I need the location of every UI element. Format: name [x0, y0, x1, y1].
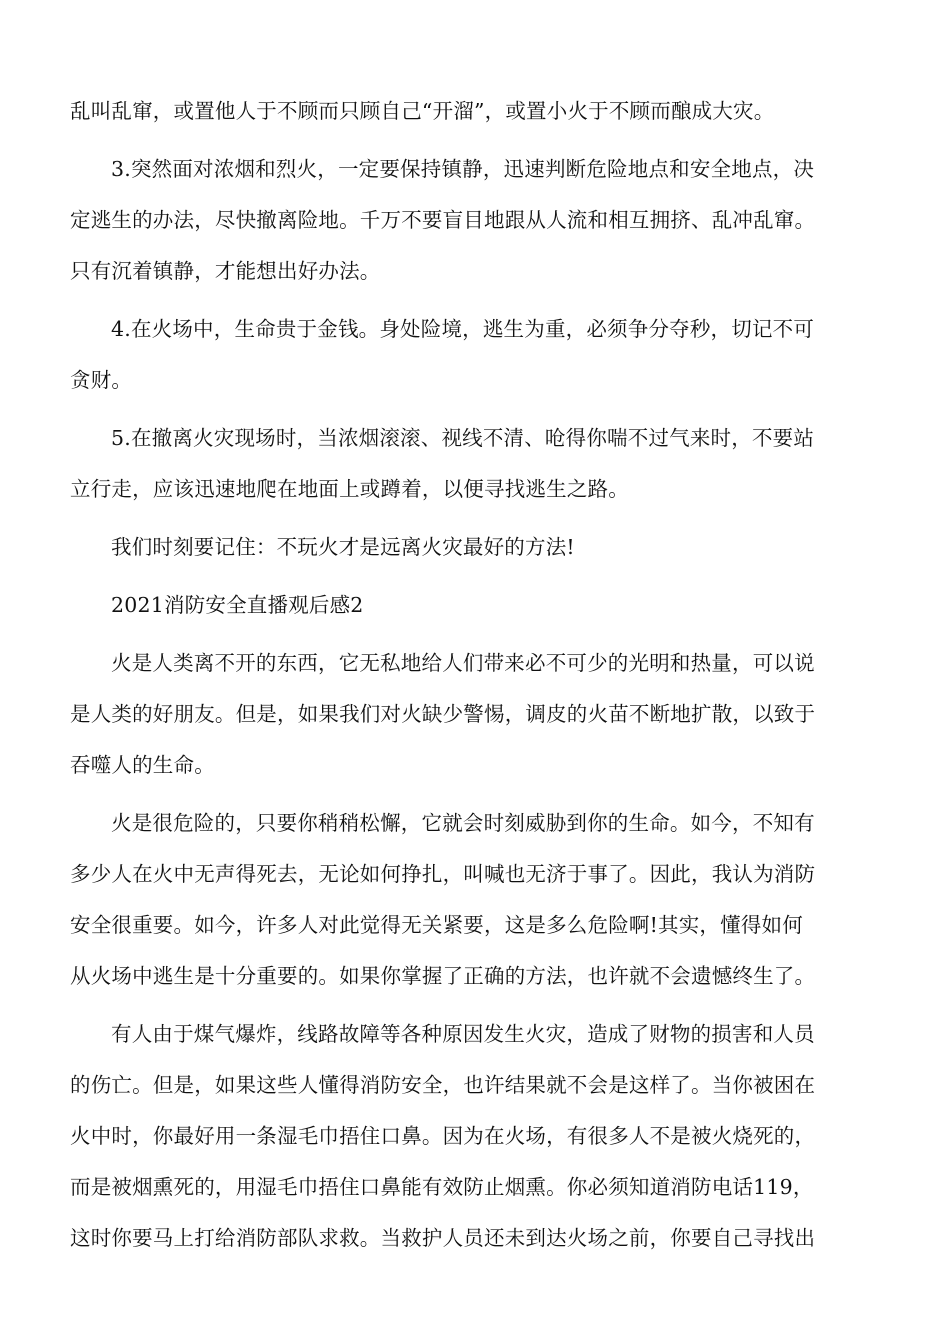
- paragraph-reminder: [70, 522, 882, 573]
- paragraph-item-4: [70, 304, 882, 406]
- text-line: 有人由于煤气爆炸，线路故障等各种原因发生火灾，造成了财物的损害和人员: [111, 1022, 815, 1046]
- text-line: 而是被烟熏死的，用湿毛巾捂住口鼻能有效防止烟熏。你必须知道消防电话119，: [70, 1175, 814, 1199]
- text-line: 吞噬人的生命。: [70, 753, 215, 777]
- text-line: 这时你要马上打给消防部队求救。当救护人员还未到达火场之前，你要自己寻找出: [70, 1226, 816, 1250]
- text-line: 的伤亡。但是，如果这些人懂得消防安全，也许结果就不会是这样了。当你被困在: [70, 1073, 816, 1097]
- text-line: 火中时，你最好用一条湿毛巾捂住口鼻。因为在火场，有很多人不是被火烧死的，: [70, 1124, 816, 1148]
- text-line: 只有沉着镇静，才能想出好办法。: [70, 259, 381, 283]
- paragraph-fire-friend: [70, 638, 882, 791]
- text-line: 定逃生的办法，尽快撤离险地。千万不要盲目地跟从人流和相互拥挤、乱冲乱窜。: [70, 208, 816, 232]
- text-line: 5.在撤离火灾现场时，当浓烟滚滚、视线不清、呛得你喘不过气来时，不要站: [111, 426, 815, 450]
- paragraph-item-3: [70, 144, 882, 297]
- text-line: 乱叫乱窜，或置他人于不顾而只顾自己“开溜”，或置小火于不顾而酿成大灾。: [70, 99, 775, 123]
- text-line: 我们时刻要记住：不玩火才是远离火灾最好的方法!: [111, 535, 575, 559]
- paragraph-fire-danger: [70, 798, 882, 1002]
- section-heading: [70, 580, 882, 631]
- text-line: 火是人类离不开的东西，它无私地给人们带来必不可少的光明和热量，可以说: [111, 651, 815, 675]
- text-line: 贪财。: [70, 368, 133, 392]
- section-title: 2021消防安全直播观后感2: [111, 593, 364, 617]
- document-page: [70, 86, 882, 1271]
- text-line: 火是很危险的，只要你稍稍松懈，它就会时刻威胁到你的生命。如今，不知有: [111, 811, 815, 835]
- text-line: 从火场中逃生是十分重要的。如果你掌握了正确的方法，也许就不会遗憾终生了。: [70, 964, 816, 988]
- text-line: 3.突然面对浓烟和烈火，一定要保持镇静，迅速判断危险地点和安全地点，决: [111, 157, 815, 181]
- text-line: 安全很重要。如今，许多人对此觉得无关紧要，这是多么危险啊!其实，懂得如何: [70, 913, 803, 937]
- text-line: 多少人在火中无声得死去，无论如何挣扎，叫喊也无济于事了。因此，我认为消防: [70, 862, 816, 886]
- paragraph-fire-causes: [70, 1009, 882, 1264]
- text-line: 是人类的好朋友。但是，如果我们对火缺少警惕，调皮的火苗不断地扩散，以致于: [70, 702, 816, 726]
- paragraph-0: [70, 86, 882, 137]
- text-line: 立行走，应该迅速地爬在地面上或蹲着，以便寻找逃生之路。: [70, 477, 629, 501]
- text-line: 4.在火场中，生命贵于金钱。身处险境，逃生为重，必须争分夺秒，切记不可: [111, 317, 815, 341]
- paragraph-item-5: [70, 413, 882, 515]
